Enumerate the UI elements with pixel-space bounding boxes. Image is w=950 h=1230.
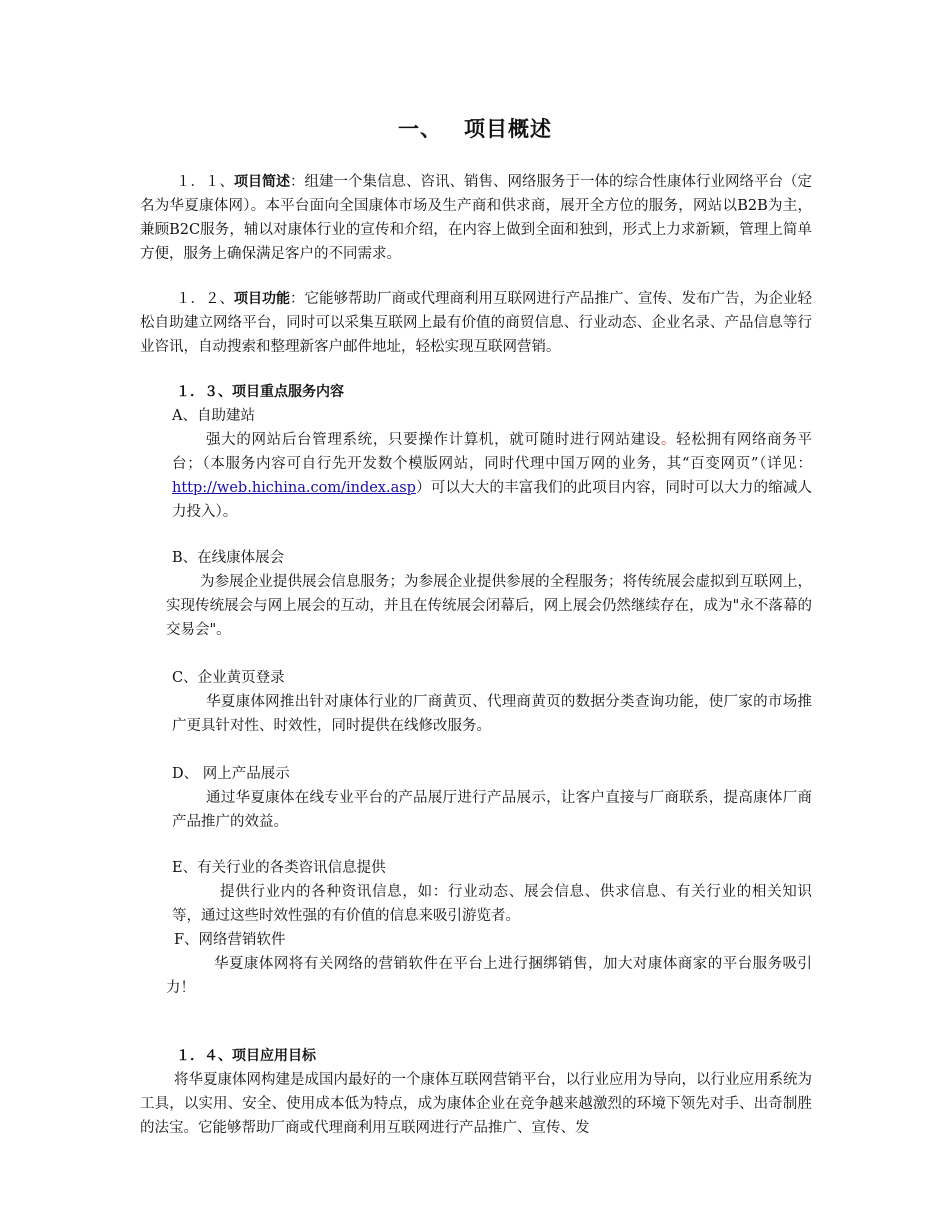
section-1-1-body: 组建一个集信息、咨讯、销售、网络服务于一体的综合性康体行业网络平台（定名为华夏康体网）。本平台面向全国康体市场及生产商和供求商，展开全方位的服务，网站以B2B为主，兼顾B2C服务，辅以对康体行业的宣传和介绍，在内容上做到全面和独到，形式上力求新颖，管理上简单方便，服务上确保满足客户的不同需求。	[140, 174, 812, 262]
item-d-label: D、 网上产品展示	[172, 766, 290, 782]
title-number: 一、	[398, 117, 442, 141]
section-1-1-heading: 项目简述	[234, 174, 290, 190]
section-1-1-paragraph	[140, 170, 812, 266]
item-a-text-3: ）可以大大的丰富我们的此项目内容，同时可以大力的缩减人力投入）。	[172, 480, 812, 520]
item-f-body: 华夏康体网将有关网络的营销软件在平台上进行捆绑销售，加大对康体商家的平台服务吸引力！	[166, 956, 812, 996]
hichina-link[interactable]: http://web.hichina.com/index.asp	[172, 480, 416, 496]
item-a-label: A、自助建站	[172, 408, 255, 424]
title-text: 项目概述	[464, 117, 552, 141]
section-1-1-prefix: １．１、	[176, 174, 234, 190]
section-1-2-prefix: １．２、	[176, 291, 234, 307]
item-a-dot: 。	[661, 432, 677, 448]
item-f-label: F、网络营销软件	[174, 932, 286, 948]
page-title	[0, 113, 950, 143]
section-1-4-body: 将华夏康体网构建是成国内最好的一个康体互联网营销平台，以行业应用为导向，以行业应用系统为工具，以实用、安全、使用成本低为特点，成为康体企业在竞争越来越激烈的环境下领先对手、出奇制胜的法宝。它能够帮助厂商或代理商利用互联网进行产品推广、宣传、发	[140, 1072, 812, 1136]
section-1-4-heading: １．４、项目应用目标	[176, 1048, 316, 1064]
item-c-body: 华夏康体网推出针对康体行业的厂商黄页、代理商黄页的数据分类查询功能，使厂家的市场推广更具针对性、时效性，同时提供在线修改服务。	[172, 694, 812, 734]
item-b-label: B、在线康体展会	[172, 550, 285, 566]
section-1-2-paragraph	[140, 287, 812, 359]
section-1-2-body: 它能够帮助厂商或代理商利用互联网进行产品推广、宣传、发布广告，为企业轻松自助建立网络平台，同时可以采集互联网上最有价值的商贸信息、行业动态、企业名录、产品信息等行业咨讯，自动搜索和整理新客户邮件地址，轻松实现互联网营销。	[140, 291, 812, 355]
item-a-body	[172, 428, 812, 524]
item-b-body: 为参展企业提供展会信息服务；为参展企业提供参展的全程服务；将传统展会虚拟到互联网上，实现传统展会与网上展会的互动，并且在传统展会闭幕后，网上展会仍然继续存在，成为"永不落幕的交易会"。	[166, 574, 812, 638]
section-1-3-heading: １．３、项目重点服务内容	[176, 384, 344, 400]
item-c-label: C、企业黄页登录	[172, 670, 285, 686]
section-1-2-colon: ：	[290, 291, 305, 307]
section-1-1-colon: ：	[290, 174, 305, 190]
item-e-label: E、有关行业的各类咨讯信息提供	[172, 860, 386, 876]
item-d-body: 通过华夏康体在线专业平台的产品展厅进行产品展示，让客户直接与厂商联系，提高康体厂商产品推广的效益。	[172, 790, 812, 830]
section-1-2-heading: 项目功能	[234, 291, 290, 307]
item-e-body: 提供行业内的各种资讯信息，如：行业动态、展会信息、供求信息、有关行业的相关知识等，通过这些时效性强的有价值的信息来吸引游览者。	[172, 884, 812, 924]
item-a-text-1: 强大的网站后台管理系统，只要操作计算机，就可随时进行网站建设	[206, 432, 661, 448]
item-a-text-2: 轻松拥有网络商务平台；（本服务内容可自行先开发数个模版网站，同时代理中国万网的业务，其“百变网页”（详见：	[172, 432, 813, 472]
